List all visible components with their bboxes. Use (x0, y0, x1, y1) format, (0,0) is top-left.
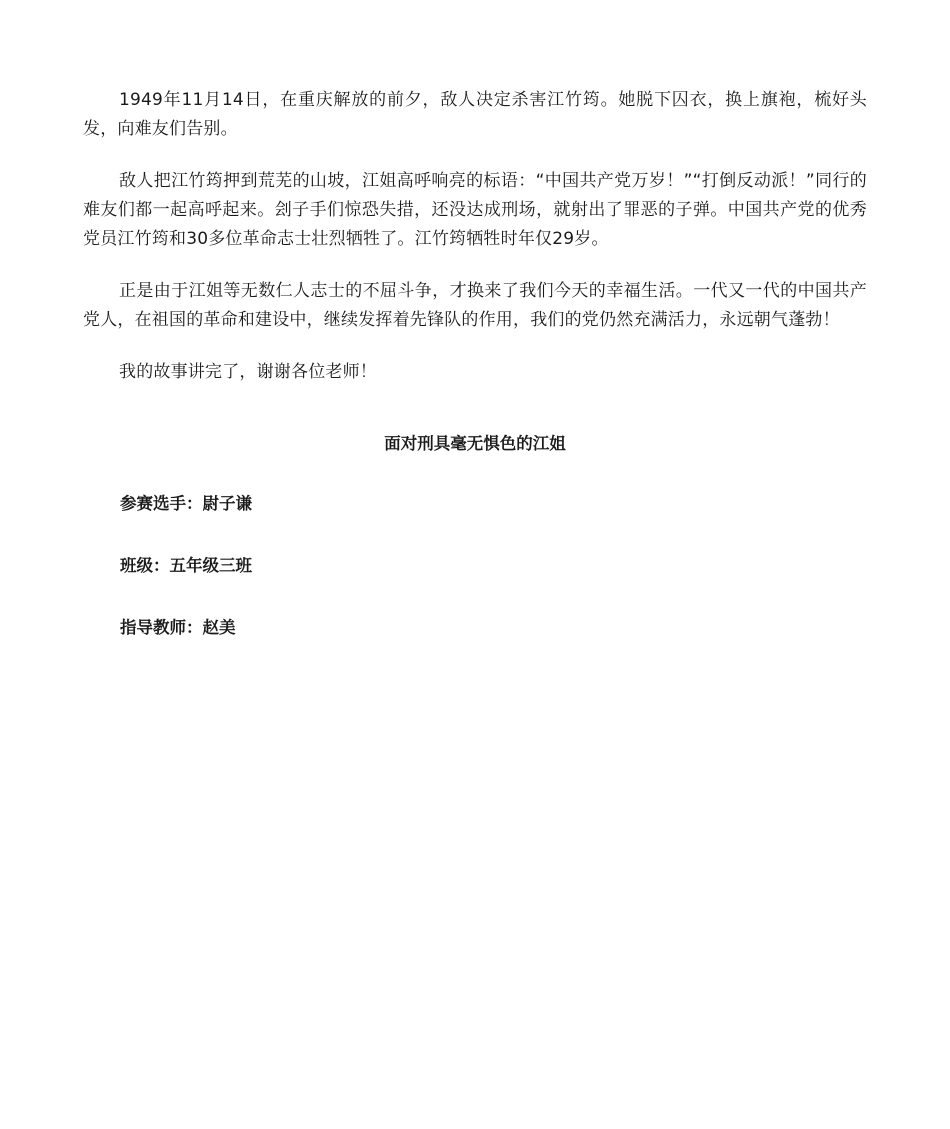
paragraph-closing: 我的故事讲完了，谢谢各位老师！ (119, 362, 377, 382)
contestant-line: 参赛选手：尉子谦 (120, 494, 252, 513)
class-line: 班级：五年级三班 (120, 556, 252, 575)
document-page (83, 86, 867, 641)
teacher-line: 指导教师：赵美 (120, 618, 236, 637)
paragraph-sacrifice: 敌人把江竹筠押到荒芜的山坡，江姐高呼响亮的标语：“中国共产党万岁！”“打倒反动派！”同行的难友们都一起高呼起来。刽子手们惊恐失措，还没达成刑场，就射出了罪恶的子弹。中国共产党的优秀党员江竹筠和30多位革命志士壮烈牺牲了。江竹筠牺牲时年仅29岁。 (83, 171, 867, 249)
story-title: 面对刑具毫无惧色的江姐 (384, 434, 566, 453)
paragraph-legacy: 正是由于江姐等无数仁人志士的不屈斗争，才换来了我们今天的幸福生活。一代又一代的中国共产党人，在祖国的革命和建设中，继续发挥着先锋队的作用，我们的党仍然充满活力，永远朝气蓬勃！ (83, 281, 867, 330)
paragraph-execution-eve: 1949年11月14日，在重庆解放的前夕，敌人决定杀害江竹筠。她脱下囚衣，换上旗袍，梳好头发，向难友们告别。 (83, 90, 867, 139)
